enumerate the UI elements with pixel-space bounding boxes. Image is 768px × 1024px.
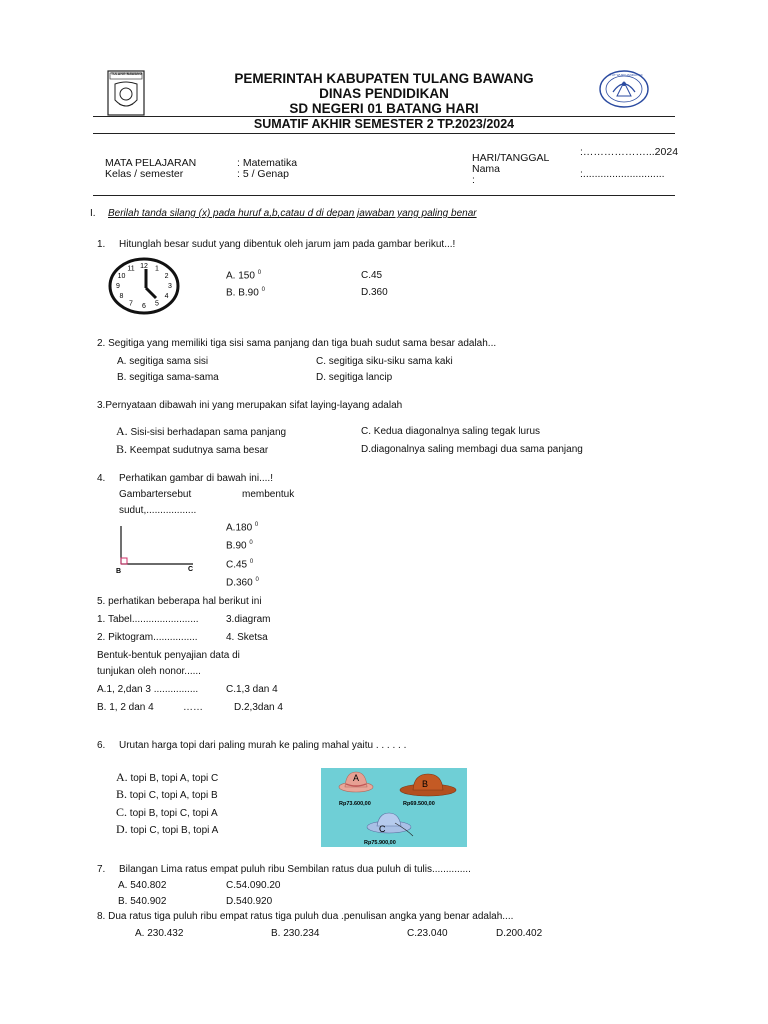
hat-a-label: A [353, 773, 360, 783]
hat-b-label: B [422, 779, 429, 789]
q1-option-b: B. B.90 $^0$ [226, 287, 265, 299]
logo-left-text: TULANG BAWANG [111, 72, 143, 76]
q8-option-b: B. 230.234 [271, 928, 320, 939]
right-angle-figure [113, 524, 203, 574]
q1-option-d: D.360 [361, 287, 388, 298]
date-label: HARI/TANGGAL [472, 152, 550, 164]
clock-figure [108, 257, 180, 317]
clock-number: 3 [168, 283, 172, 290]
clock-number: 2 [164, 273, 169, 280]
price-a: Rp73.600,00 [339, 801, 371, 807]
section-instruction: Berilah tanda silang (x) pada huruf a,b,catau d di depan jawaban yang paling benar [108, 208, 477, 219]
q4-number: 4. [97, 473, 106, 484]
q4-line-2b: membentuk [242, 489, 295, 500]
info-divider [93, 195, 675, 196]
exam-title: SUMATIF AKHIR SEMESTER 2 TP.2023/2024 [253, 117, 515, 131]
hats-image [321, 768, 467, 847]
q1-option-c: C.45 [361, 270, 383, 281]
header-line-1: PEMERINTAH KABUPATEN TULANG BAWANG [234, 71, 534, 86]
q6-text: Urutan harga topi dari paling murah ke paling mahal yaitu . . . . . . [119, 740, 407, 751]
clock-number: 7 [129, 300, 133, 308]
q3-option-a: A. Sisi-sisi berhadapan sama panjang [116, 424, 287, 438]
q4-option-c: C.45 $^0$ [226, 559, 254, 571]
q3-option-c: C. Kedua diagonalnya saling tegak lurus [361, 426, 541, 437]
q6-option-d: D. topi C, topi B, topi A [116, 822, 219, 836]
q7-option-a: A. 540.802 [118, 880, 167, 891]
q6-option-c: C. topi B, topi C, topi A [116, 805, 218, 819]
degree-sup: 0 [257, 270, 262, 276]
clock-number: 10 [117, 273, 126, 280]
section-number: I. [90, 208, 96, 219]
header-line-3: SD NEGERI 01 BATANG HARI [289, 101, 479, 116]
q2-option-a: A. segitiga sama sisi [117, 356, 209, 367]
clock-number: 9 [116, 283, 120, 290]
q1-text: Hitunglah besar sudut yang dibentuk oleh jarum jam pada gambar berikut...! [119, 239, 456, 250]
clock-number: 5 [155, 300, 159, 308]
q2-option-c: C. segitiga siku-siku sama kaki [316, 356, 453, 367]
q4-line-3: sudut,.................. [119, 505, 197, 516]
q5-option-d: D.2,3dan 4 [234, 702, 283, 713]
class-label: Kelas / semester [105, 168, 184, 180]
q8-option-a: A. 230.432 [135, 928, 184, 939]
q7-option-b: B. 540.902 [118, 896, 167, 907]
q3-text: 3.Pernyataan dibawah ini yang merupakan sifat laying-layang adalah [97, 400, 403, 411]
q5-item-1: 1. Tabel........................ [97, 614, 199, 625]
q5-prompt-1: Bentuk-bentuk penyajian data di [97, 650, 240, 661]
clock-number: 6 [142, 303, 146, 310]
title-divider [93, 133, 675, 134]
hat-c-label: C [379, 824, 386, 834]
clock-number: 12 [140, 263, 148, 270]
point-b-label: B [116, 568, 122, 575]
q1-option-a: A. 150 $^0$ [226, 270, 262, 282]
q7-number: 7. [97, 864, 106, 875]
q5-option-c: C.1,3 dan 4 [226, 684, 278, 695]
right-angle-marker [121, 558, 127, 564]
q5-prompt-2: tunjukan oleh nonor...... [97, 666, 201, 677]
q6-option-b: B. topi C, topi A, topi B [116, 787, 218, 801]
q1-number: 1. [97, 239, 106, 250]
clock-number: 1 [155, 265, 159, 273]
q3-option-d: D.diagonalnya saling membagi dua sama panjang [361, 444, 583, 455]
logo-right [599, 70, 649, 108]
q5-item-3: 3.diagram [226, 614, 271, 625]
hat-c-icon [367, 813, 413, 836]
q2-text: 2. Segitiga yang memiliki tiga sisi sama panjang dan tiga buah sudut sama besar adalah... [97, 338, 497, 349]
q7-option-c: C.54.090.20 [226, 880, 281, 891]
clock-number: 8 [119, 293, 124, 300]
q5-text: 5. perhatikan beberapa hal berikut ini [97, 596, 262, 607]
q5-item-4: 4. Sketsa [226, 632, 268, 643]
subject-label: MATA PELAJARAN [105, 157, 197, 169]
q7-text: Bilangan Lima ratus empat puluh ribu Sembilan ratus dua puluh di tulis.............. [119, 864, 471, 875]
clock-number: 11 [127, 265, 135, 273]
q4-option-a: A.180 $^0$ [226, 522, 259, 534]
q4-option-d: D.360 $^0$ [226, 577, 259, 589]
q4-option-b: B.90 $^0$ [226, 540, 253, 552]
point-c-label: C [188, 566, 194, 573]
clock-number: 4 [164, 293, 169, 300]
q6-option-a: A. topi B, topi A, topi C [116, 770, 219, 784]
logo-right-text: TUT WURI HANDAYANI [610, 73, 643, 77]
q8-text: 8. Dua ratus tiga puluh ribu empat ratus tiga puluh dua .penulisan angka yang benar adalah.... [97, 911, 514, 922]
subject-value: : Matematika [237, 157, 298, 169]
q5-item-2: 2. Piktogram................ [97, 632, 198, 643]
q5-option-b-dots: …… [183, 702, 203, 713]
date-value[interactable]: :………………...2024 [580, 146, 679, 158]
q2-option-b: B. segitiga sama-sama [117, 372, 219, 383]
q4-line-1: Perhatikan gambar di bawah ini....! [119, 473, 273, 484]
header-line-2: DINAS PENDIDIKAN [319, 86, 449, 101]
class-value: : 5 / Genap [237, 168, 289, 180]
price-b: Rp69.500,00 [403, 801, 435, 807]
q5-option-b: B. 1, 2 dan 4 [97, 702, 154, 713]
q7-option-d: D.540.920 [226, 896, 273, 907]
q4-line-2a: Gambartersebut [119, 489, 192, 500]
name-colon: : [472, 174, 475, 186]
price-c: Rp75.900,00 [364, 840, 396, 846]
name-label: Nama [472, 163, 501, 175]
q3-option-b: B. Keempat sudutnya sama besar [116, 442, 269, 456]
name-value[interactable]: :............................ [580, 168, 665, 180]
degree-sup: 0 [261, 287, 265, 293]
q6-number: 6. [97, 740, 106, 751]
q8-option-d: D.200.402 [496, 928, 543, 939]
q5-option-a: A.1, 2,dan 3 ................ [97, 684, 199, 695]
q8-option-c: C.23.040 [407, 928, 448, 939]
q2-option-d: D. segitiga lancip [316, 372, 393, 383]
